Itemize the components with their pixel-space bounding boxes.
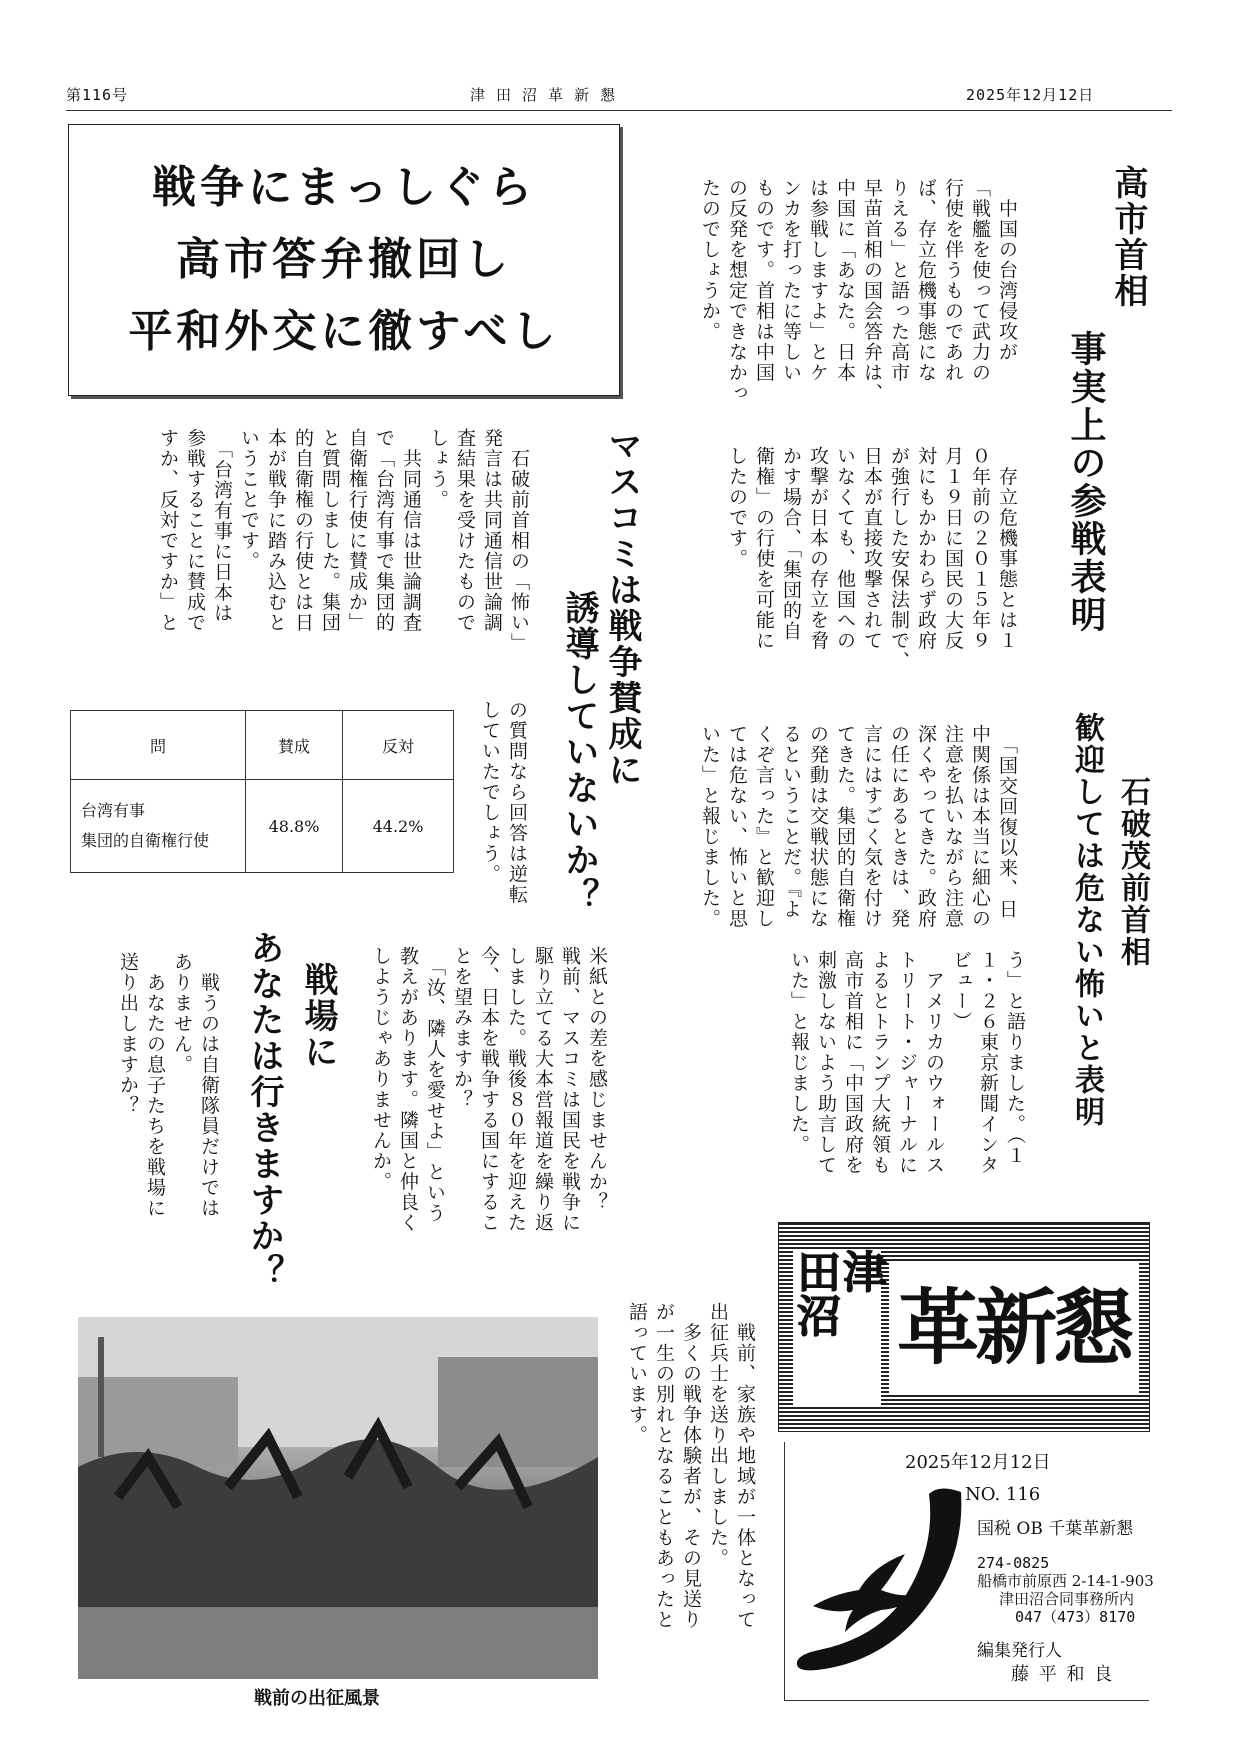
main-headline-line2: 高市答弁撤回し bbox=[176, 234, 512, 285]
article1-headline2: 事実上の参戦表明 bbox=[1065, 330, 1106, 634]
article3-paragraph2: の質問なら回答は逆転 していたでしょう。 bbox=[479, 700, 528, 905]
info-postal-code: 274-0825 bbox=[977, 1554, 1050, 1572]
poll-row-question-line2: 集団的自衛権行使 bbox=[81, 831, 210, 850]
wartime-send-off-photo bbox=[78, 1317, 598, 1679]
publication-info-box bbox=[784, 1442, 1154, 1701]
poll-header-yes: 賛成 bbox=[246, 711, 343, 780]
article4-headline1: 戦場に bbox=[298, 962, 338, 1070]
header-rule bbox=[66, 110, 1172, 111]
poll-row-yes: 48.8% bbox=[246, 780, 343, 873]
issue-date: 2025年12月12日 bbox=[966, 86, 1095, 104]
article4-paragraph1: 米紙との差を感じませんか？ 戦前、マスコミは国民を戦争に 駆り立てる大本営報道を繰り返 しました。戦後８０年を迎えた 今、日本を戦争する国にするこ とを望みますか？ 「汝、隣人を愛せよ」という 教えがあります。隣国と仲良く しようじゃありませんか。 bbox=[370, 946, 608, 1233]
photo-text: 戦前、家族や地域が一体となって 出征兵士を送り出しました。 多くの戦争体験者が、その見送り が一生の別れとなることもあったと 語っています。 bbox=[626, 1302, 756, 1630]
paper-name: 津 田 沼 革 新 懇 bbox=[470, 86, 617, 104]
info-organization: 国税 OB 千葉革新懇 bbox=[977, 1519, 1134, 1539]
poll-table-header-row bbox=[71, 711, 454, 780]
info-date: 2025年12月12日 bbox=[905, 1452, 1051, 1473]
article1-paragraph2: 存立危機事態とは１ ０年前の２０１５年９ 月１９日に国民の大反 対にもかかわらず政府 が強行した安保法制で、 日本が直接攻撃されて いなくても、他国への 攻撃が日本の存立を脅 かす場合、「集団的自 衛権」の行使を可能に したのです。 bbox=[726, 446, 1018, 672]
article4-paragraph2: 戦うのは自衛隊員だけでは ありません。 あなたの息子たちを戦場に 送り出しますか？ bbox=[117, 952, 220, 1219]
poll-row-question bbox=[71, 780, 246, 873]
issue-number: 第116号 bbox=[66, 86, 129, 104]
masthead-logo bbox=[778, 1222, 1150, 1432]
info-phone: 047（473）8170 bbox=[1015, 1608, 1136, 1626]
masthead-big-title: 革新懇 bbox=[889, 1263, 1139, 1393]
poll-table-row bbox=[71, 780, 454, 873]
article2-paragraph2: う」と語りました。（１ １・２６東京新聞インタ ビュー） アメリカのウォールス トリート・ジャーナルに よるとトランプ大統領も 高市首相に「中国政府を 刺激しないよう助言して いた」と報じました。 bbox=[788, 950, 1026, 1176]
info-publisher-name: 藤 平 和 良 bbox=[1011, 1664, 1115, 1685]
photo-building-right bbox=[438, 1357, 598, 1467]
masthead-small-col1: 津 bbox=[835, 1249, 886, 1293]
poll-table bbox=[70, 710, 454, 873]
poll-row-question-line1: 台湾有事 bbox=[81, 801, 146, 820]
article3-paragraph1: 石破前首相の「怖い」 発言は共同通信世論調 査結果を受けたもので しょう。 共同通信は世論調査 で「台湾有事で集団的 自衛権行使に賛成か」 と質問しました。集団 的自衛権の行使とは日 本が戦争に踏み込むと いうことです。 「台湾有事に日本は 参戦することに賛成で すか、反対ですか」と bbox=[157, 428, 530, 654]
photo-ground bbox=[78, 1607, 598, 1679]
main-headline-line1: 戦争にまっしぐら bbox=[152, 162, 536, 213]
article2-headline1: 石破茂前首相 bbox=[1115, 776, 1150, 968]
dove-logo-icon bbox=[789, 1486, 969, 1676]
article3-headline1: マスコミは戦争賛成に bbox=[602, 428, 642, 788]
photo-pole bbox=[98, 1337, 104, 1457]
masthead-small-title bbox=[789, 1249, 886, 1407]
article4-headline2: あなたは行きますか？ bbox=[244, 930, 284, 1290]
article1-headline1: 高市首相 bbox=[1108, 165, 1148, 309]
article2-paragraph1: 「国交回復以来、日 中関係は本当に細心の 注意を払いながら注意 深くやってきた。政府 の任にあるときは、発 言にはすごく気を付け てきた。集団的自衛権 の発動は交戦状態にな るということだ。『よ くぞ言った』と歓迎し ては危ない、怖いと思 いた」と報じました。 bbox=[699, 724, 1018, 929]
article2-headline2: 歓迎しては危ない怖いと表明 bbox=[1069, 712, 1104, 1128]
poll-row-no: 44.2% bbox=[343, 780, 454, 873]
photo-caption: 戦前の出征風景 bbox=[254, 1688, 380, 1709]
article3-headline2: 誘導していないか？ bbox=[559, 590, 599, 914]
crowd-illustration bbox=[78, 1317, 598, 1679]
info-office: 津田沼合同事務所内 bbox=[999, 1590, 1135, 1608]
masthead-small-col2: 田沼 bbox=[789, 1249, 840, 1337]
info-issue-number: NO. 116 bbox=[965, 1484, 1041, 1505]
main-headline-line3: 平和外交に徹すべし bbox=[128, 306, 560, 357]
info-address: 船橋市前原西 2-14-1-903 bbox=[977, 1572, 1154, 1590]
info-publisher-label: 編集発行人 bbox=[977, 1641, 1062, 1661]
article1-paragraph1: 中国の台湾侵攻が 「戦艦を使って武力の 行使を伴うものであれ ば、存立危機事態にな りえる」と語った高市 早苗首相の国会答弁は、 中国に「あなた。日本 は参戦しますよ」とケ ンカを打ったに等しい ものです。首相は中国 の反発を想定できなかっ たのでしょうか。 bbox=[699, 178, 1018, 404]
poll-header-question: 問 bbox=[71, 711, 246, 780]
poll-header-no: 反対 bbox=[343, 711, 454, 780]
main-headline-box bbox=[68, 124, 620, 396]
